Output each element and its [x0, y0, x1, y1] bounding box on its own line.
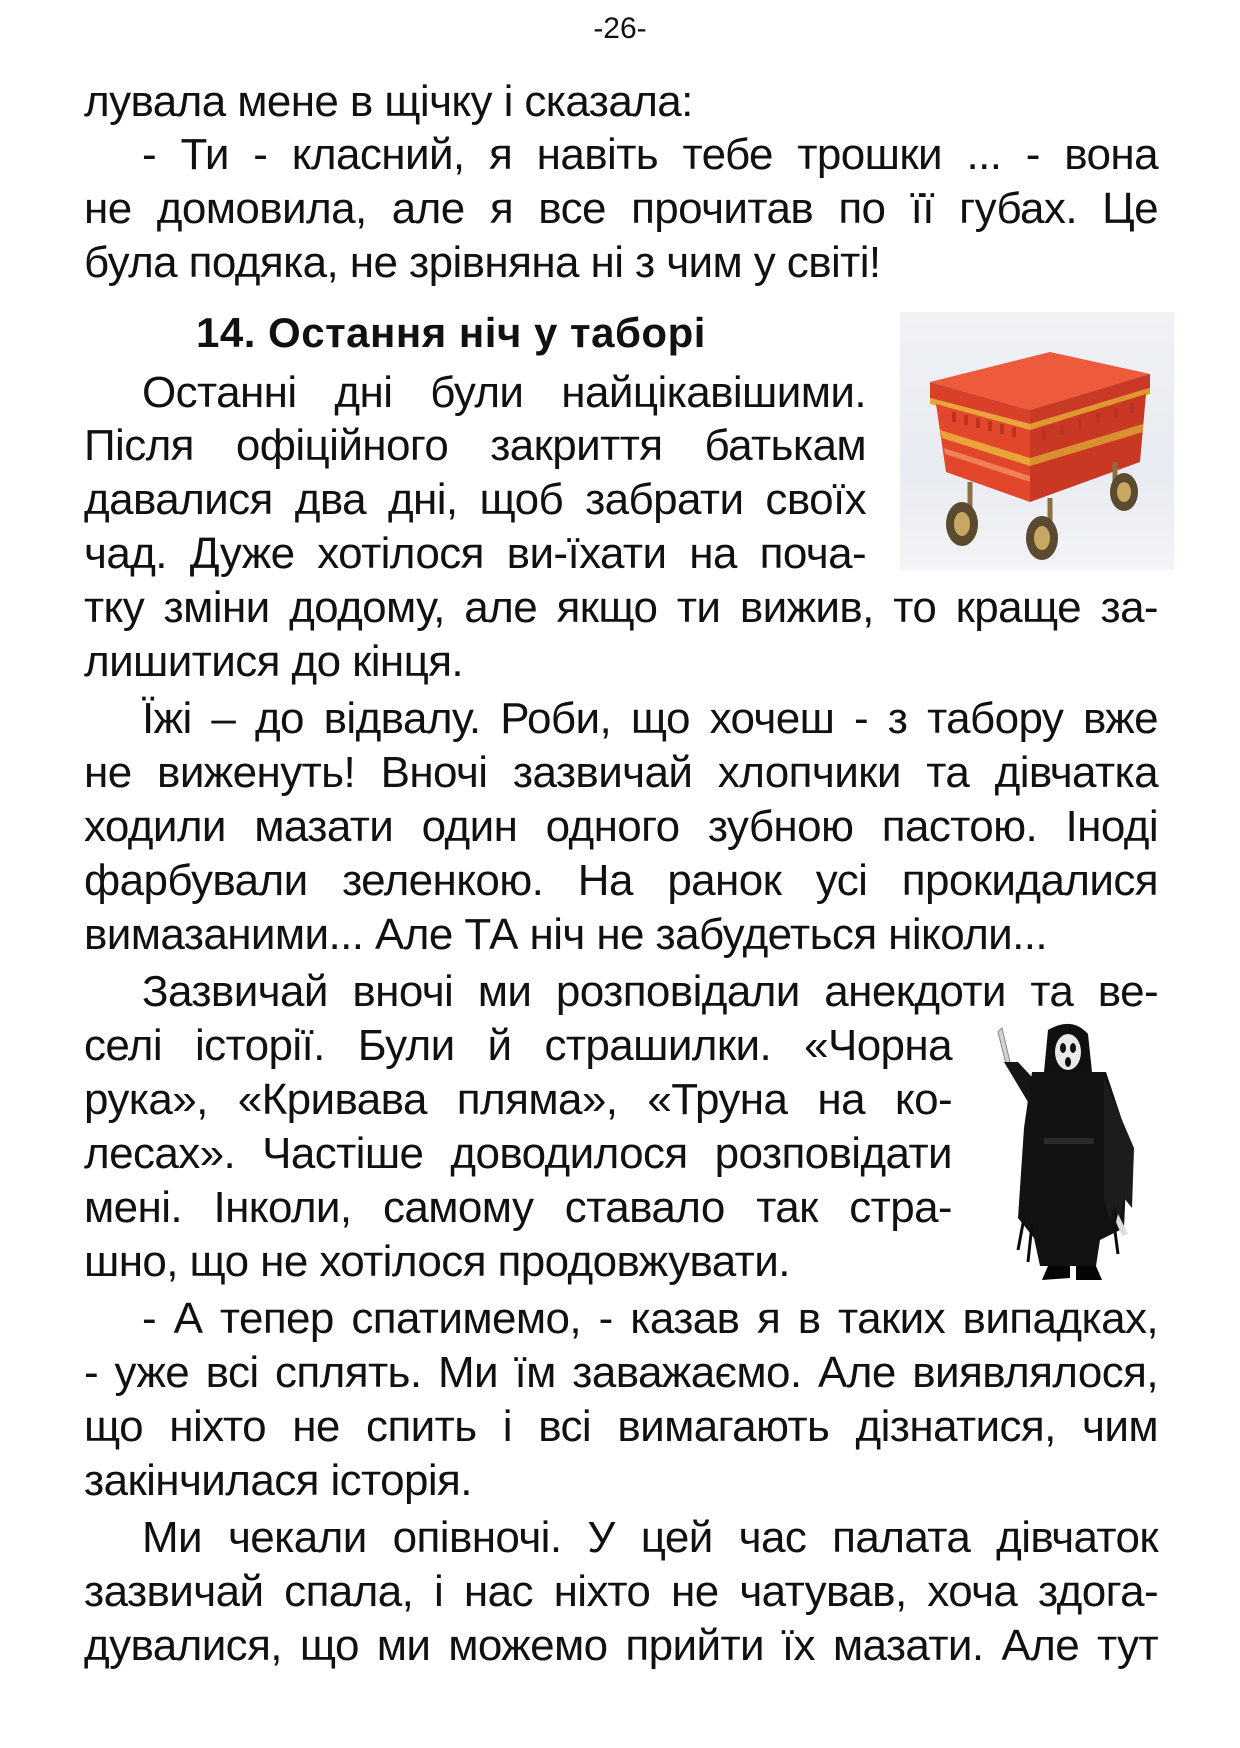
text-line: шно, що не хотілося продовжувати. [84, 1237, 790, 1286]
text-line: дувалися, що ми можемо прийти їх мазати. Але тут [84, 1621, 1158, 1670]
text-line: була подяка, не зрівняна ні з чим у світі! [84, 238, 881, 287]
text-line: рука», «Кривава пляма», «Труна на ко- [84, 1075, 952, 1124]
text-line: що ніхто не спить і всі вимагають дізнатися, чим [84, 1402, 1158, 1451]
text-line: не домовила, але я все прочитав по її губах. Це [84, 184, 1158, 233]
text-line: - А тепер спатимемо, - казав я в таких випадках, [142, 1294, 1158, 1343]
text-line: лесах». Частіше доводилося розповідати [84, 1129, 952, 1178]
text-line: Ми чекали опівночі. У цей час палата дівчаток [142, 1513, 1158, 1562]
text-line: давалися два дні, щоб забрати своїх [84, 475, 866, 524]
text-line: Зазвичай вночі ми розповідали анекдоти та ве- [142, 967, 1158, 1016]
chapter-heading: 14. Остання ніч у таборі [196, 309, 706, 356]
grim-reaper-illustration [988, 1018, 1136, 1294]
text-line: чад. Дуже хотілося ви-їхати на поча- [84, 529, 866, 578]
page-number: -26- [593, 12, 647, 45]
text-line: тку зміни додому, але якщо ти вижив, то краще за- [84, 583, 1158, 632]
text-line: лишитися до кінця. [84, 637, 464, 686]
text-line: не виженуть! Вночі зазвичай хлопчики та дівчатка [84, 748, 1158, 797]
text-line: фарбували зеленкою. На ранок усі прокидалися [84, 856, 1158, 905]
text-line: селі історії. Були й страшилки. «Чорна [84, 1021, 952, 1070]
text-line: - уже всі сплять. Ми їм заважаємо. Але виявлялося, [84, 1348, 1158, 1397]
text-line: ходили мазати один одного зубною пастою. Іноді [84, 802, 1158, 851]
text-line: - Ти - класний, я навіть тебе трошки ... - вона [142, 130, 1158, 179]
text-line: Останні дні були найцікавішими. [142, 368, 866, 417]
text-line: закінчилася історія. [84, 1456, 472, 1505]
text-line: мені. Інколи, самому ставало так стра- [84, 1183, 952, 1232]
coffin-on-wheels-illustration [900, 312, 1174, 570]
text-line: зазвичай спала, і нас ніхто не чатував, хоча здога- [84, 1567, 1158, 1616]
text-line: лувала мене в щічку і сказала: [84, 77, 693, 126]
text-line: Їжі – до відвалу. Роби, що хочеш - з табору вже [142, 694, 1158, 743]
text-line: вимазаними... Але ТА ніч не забудеться ніколи... [84, 910, 1048, 959]
text-line: Після офіційного закриття батькам [84, 421, 866, 470]
